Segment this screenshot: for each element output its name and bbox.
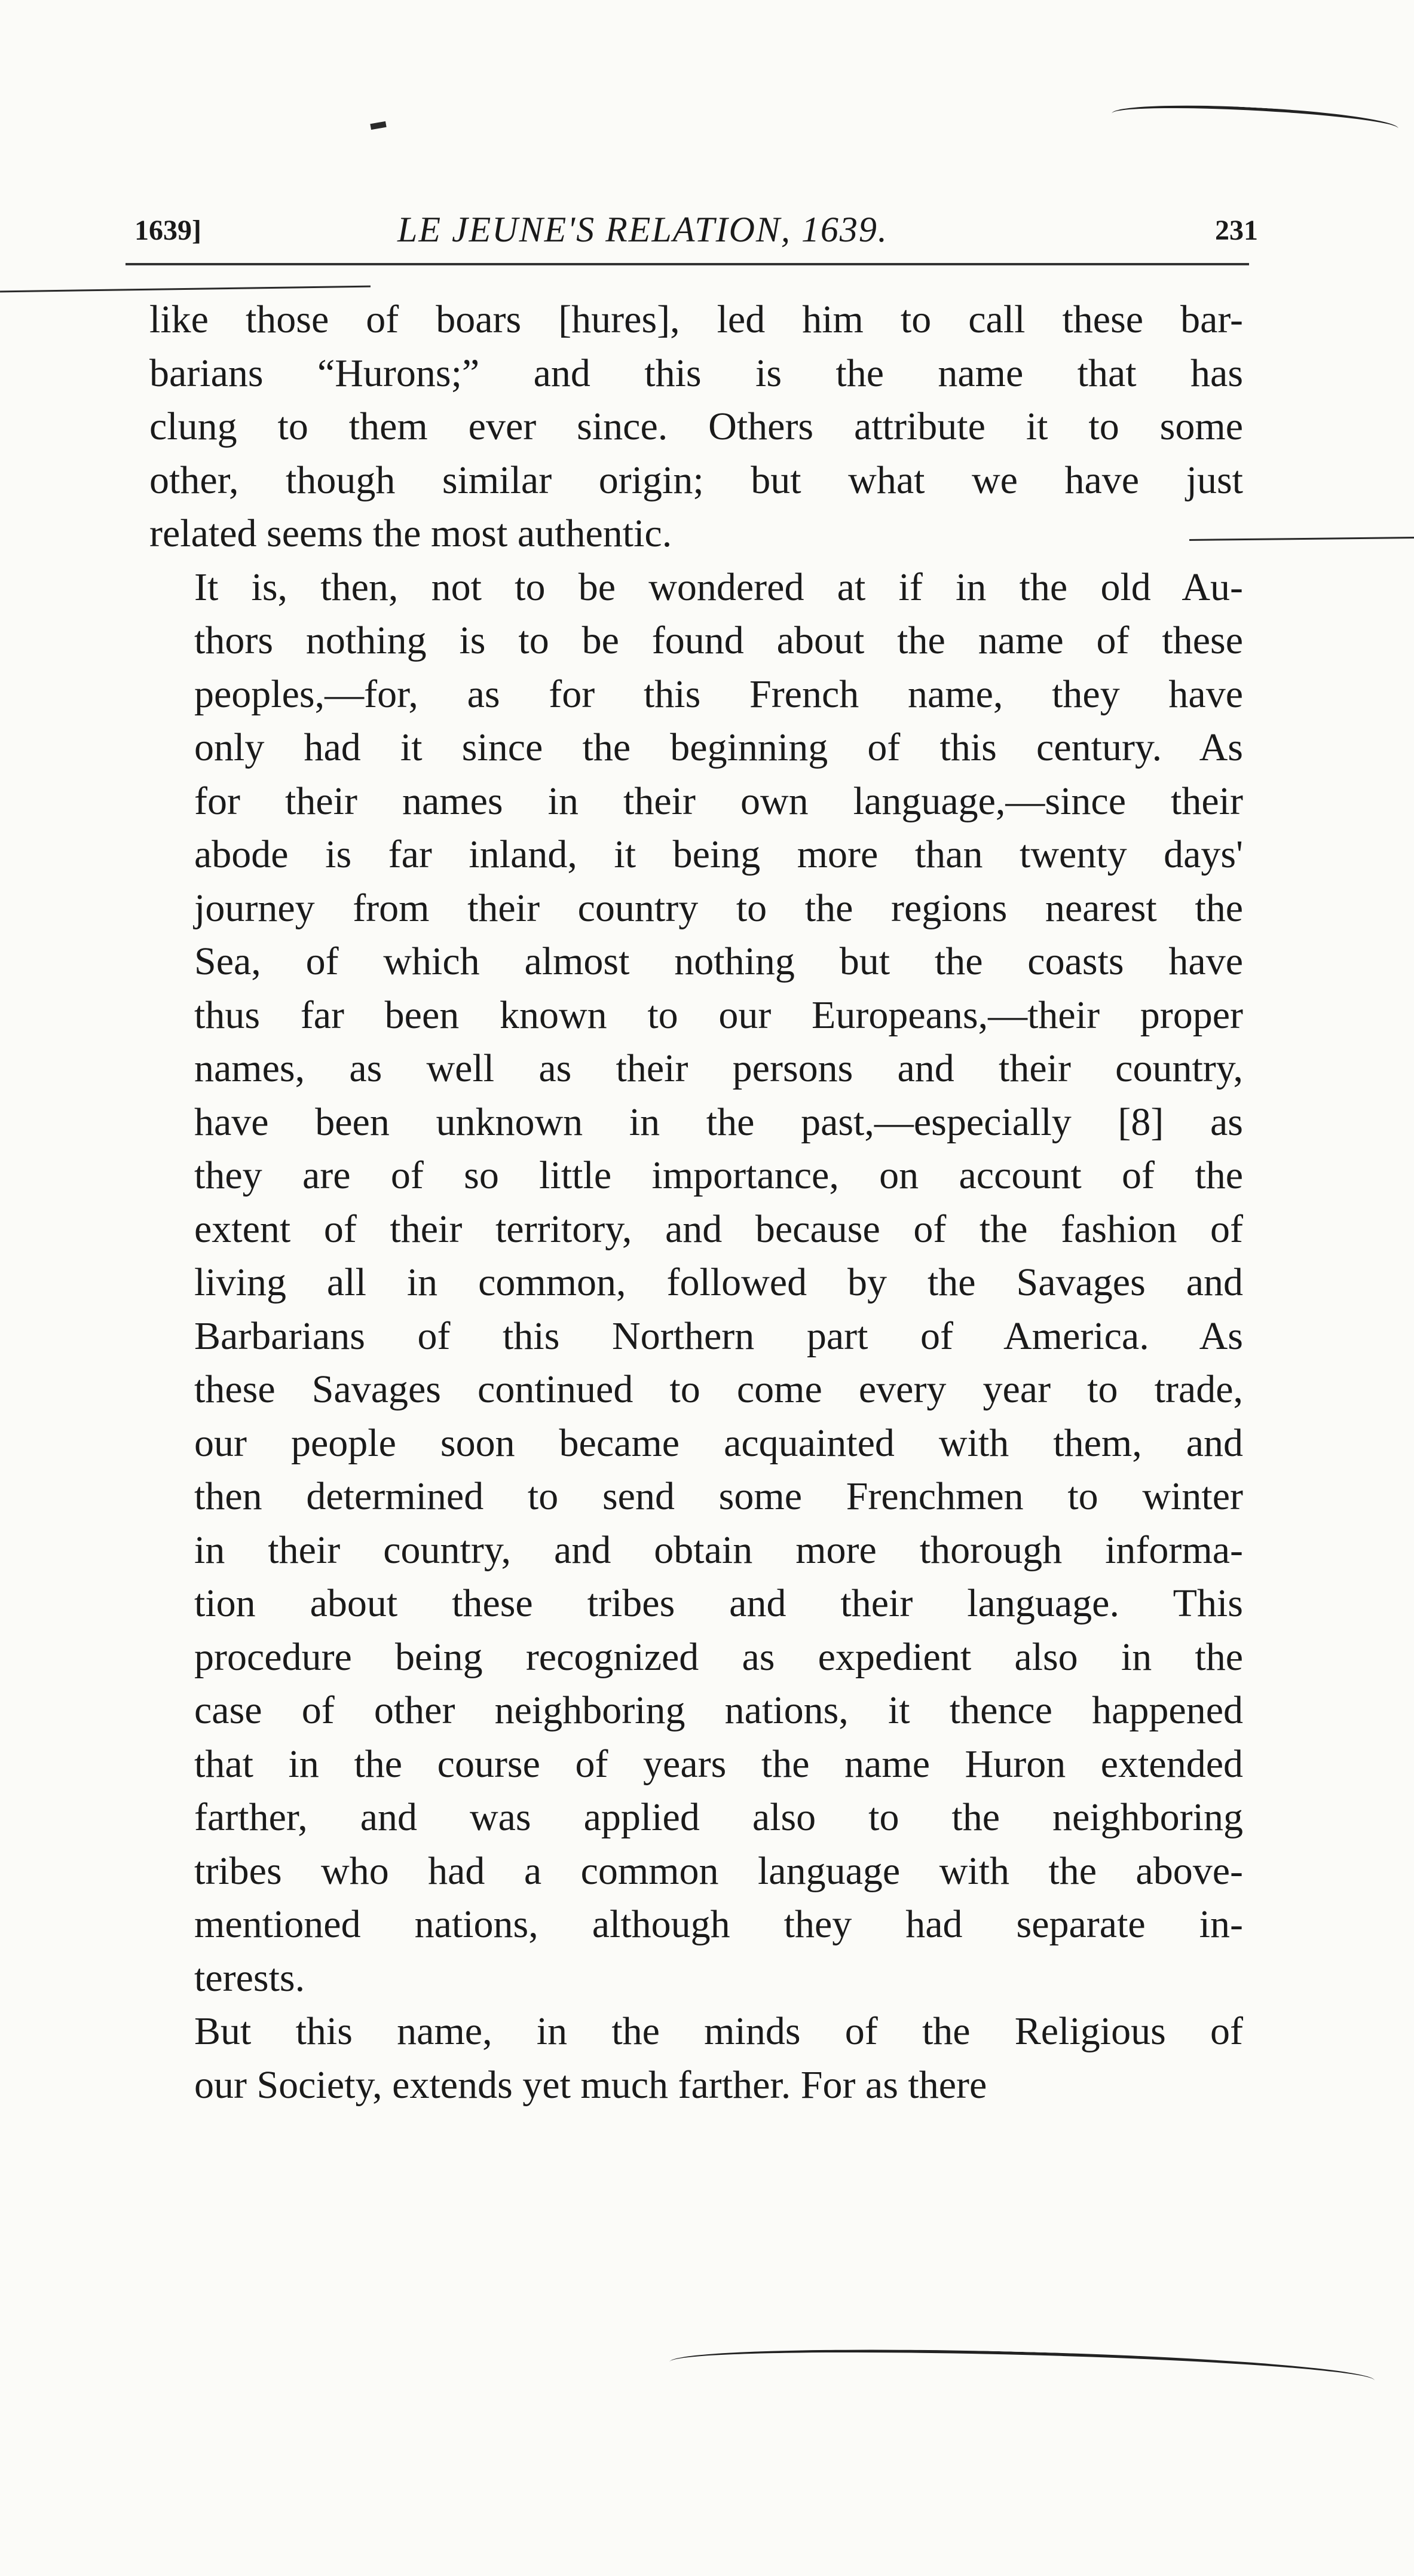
body-text [149,293,1243,2112]
text-line: farther, and was applied also to the neighboring [194,1795,1243,1839]
text-line: only had it since the beginning of this century. As [194,726,1243,769]
text-line: then determined to send some Frenchmen to winter [194,1474,1243,1518]
text-line: our Society, extends yet much farther. For as there [194,2063,987,2107]
text-line: thus far been known to our Europeans,—their proper [194,993,1243,1037]
text-line: It is, then, not to be wondered at if in the old Au- [194,565,1243,609]
text-line: thors nothing is to be found about the name of these [194,619,1243,662]
text-line: like those of boars [hures], led him to call these bar- [149,298,1243,341]
text-line: But this name, in the minds of the Religious of [194,2009,1243,2053]
text-line: tribes who had a common language with the above- [194,1849,1243,1893]
text-line: that in the course of years the name Huron extended [194,1742,1243,1786]
paragraph [149,561,1243,2005]
text-line: Sea, of which almost nothing but the coasts have [194,940,1243,983]
text-line: in their country, and obtain more thorough informa- [194,1528,1243,1572]
text-line: clung to them ever since. Others attribute it to some [149,405,1243,448]
text-line: terests. [194,1956,305,2000]
text-line: names, as well as their persons and their country, [194,1047,1243,1090]
text-line: peoples,—for, as for this French name, they have [194,672,1243,716]
text-line: related seems the most authentic. [149,512,672,555]
text-line: Barbarians of this Northern part of America. As [194,1314,1243,1358]
scan-mark-header-left [0,286,371,293]
text-line: for their names in their own language,—since their [194,779,1243,823]
text-line: mentioned nations, although they had separate in- [194,1902,1243,1946]
scan-mark-bottom-right [669,2343,1375,2400]
text-line: other, though similar origin; but what we have just [149,458,1243,502]
text-line: journey from their country to the regions nearest the [194,886,1243,930]
running-head-title: LE JEUNE'S RELATION, 1639. [397,210,888,249]
text-line: abode is far inland, it being more than twenty days' [194,833,1243,876]
paragraph [149,293,1243,561]
running-head [134,209,1258,257]
header-rule [126,263,1249,265]
text-line: our people soon became acquainted with them, and [194,1421,1243,1465]
text-line: extent of their territory, and because of the fashion of [194,1207,1243,1251]
scan-mark-top-left [370,121,386,130]
text-line: tion about these tribes and their language. This [194,1581,1243,1625]
text-line: barians “Hurons;” and this is the name that has [149,351,1243,395]
text-line: procedure being recognized as expedient also in the [194,1635,1243,1679]
text-line: living all in common, followed by the Savages and [194,1261,1243,1304]
text-line: have been unknown in the past,—especially [8] as [194,1100,1243,1144]
page-number: 231 [1215,215,1258,246]
text-line: these Savages continued to come every year to trade, [194,1367,1243,1411]
paragraph [149,2005,1243,2112]
running-head-year: 1639] [134,215,201,246]
text-line: case of other neighboring nations, it thence happened [194,1688,1243,1732]
text-line: they are of so little importance, on account of the [194,1154,1243,1197]
scan-mark-top-right [1111,100,1399,142]
